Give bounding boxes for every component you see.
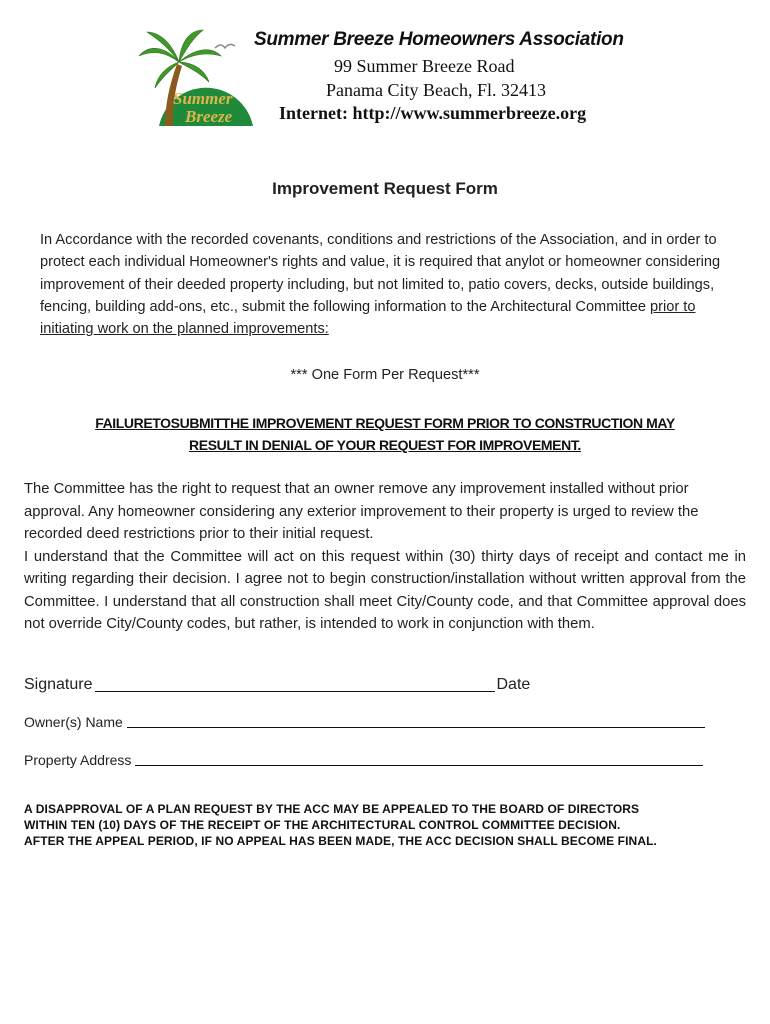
date-label: Date — [496, 676, 531, 693]
summer-breeze-logo — [135, 26, 259, 130]
appeal-line-1: A DISAPPROVAL OF A PLAN REQUEST BY THE ACC MAY BE APPEALED TO THE BOARD OF DIRECTORS — [24, 802, 640, 816]
committee-paragraph-1: The Committee has the right to request that an owner remove any improvement installed without prior approval. Any homeowner considering any exterior improvement to their property is urged to review the recorded deed restrictions prior to their initial request. — [24, 481, 699, 542]
org-name: Summer Breeze Homeowners Association — [254, 29, 624, 50]
committee-paragraph-2: I understand that the Committee will act on this request within (30) thirty days of receipt and contact me in writing regarding their decision. I agree not to begin construction/installation without written approval from the Committee. I understand that all construction shall meet City/County code, and that Committee approval does not override City/County codes, but rather, is intended to work in conjunction with them. — [24, 548, 746, 632]
logo-text-breeze: Breeze — [185, 107, 233, 126]
address-line-1: 99 Summer Breeze Road — [334, 56, 515, 76]
seagull-icon — [215, 44, 235, 48]
intro-underlined-text: prior to initiating work on the planned improvements: — [40, 298, 696, 338]
intro-paragraph — [40, 229, 740, 340]
warning-notice — [30, 412, 740, 456]
owner-name-field[interactable] — [127, 713, 705, 728]
warning-line-1: FAILURETOSUBMITTHE IMPROVEMENT REQUEST FORM PRIOR TO CONSTRUCTION MAY — [95, 415, 675, 431]
signature-row — [24, 675, 530, 694]
appeal-notice — [24, 801, 754, 849]
owner-name-label: Owner(s) Name — [24, 714, 123, 730]
owner-name-row — [24, 713, 705, 730]
appeal-line-3: AFTER THE APPEAL PERIOD, IF NO APPEAL HAS BEEN MADE, THE ACC DECISION SHALL BECOME FINAL. — [24, 834, 657, 848]
logo-text-summer: Summer — [173, 89, 233, 108]
warning-line-2: RESULT IN DENIAL OF YOUR REQUEST FOR IMPROVEMENT. — [189, 437, 581, 453]
intro-text: In Accordance with the recorded covenants, conditions and restrictions of the Association, and in order to protect each individual Homeowner's rights and value, it is required that anylot or homeowner considering improvement of their deeded property including, but not limited to, patio covers, decks, outside buildings, fencing, building add-ons, etc., submit the following information to the Architectural Committee — [40, 232, 721, 315]
property-address-field[interactable] — [135, 751, 703, 766]
form-title: Improvement Request Form — [272, 179, 498, 198]
website: Internet: http://www.summerbreeze.org — [279, 103, 587, 123]
address-line-2: Panama City Beach, Fl. 32413 — [326, 80, 546, 100]
appeal-line-2: WITHIN TEN (10) DAYS OF THE RECEIPT OF THE ARCHITECTURAL CONTROL COMMITTEE DECISION. — [24, 818, 621, 832]
property-address-row — [24, 751, 703, 768]
one-form-notice: *** One Form Per Request*** — [290, 367, 480, 383]
palm-fronds — [139, 30, 221, 88]
signature-label: Signature — [24, 676, 93, 693]
signature-field[interactable] — [95, 675, 495, 692]
property-address-label: Property Address — [24, 752, 132, 768]
committee-text — [24, 478, 746, 636]
